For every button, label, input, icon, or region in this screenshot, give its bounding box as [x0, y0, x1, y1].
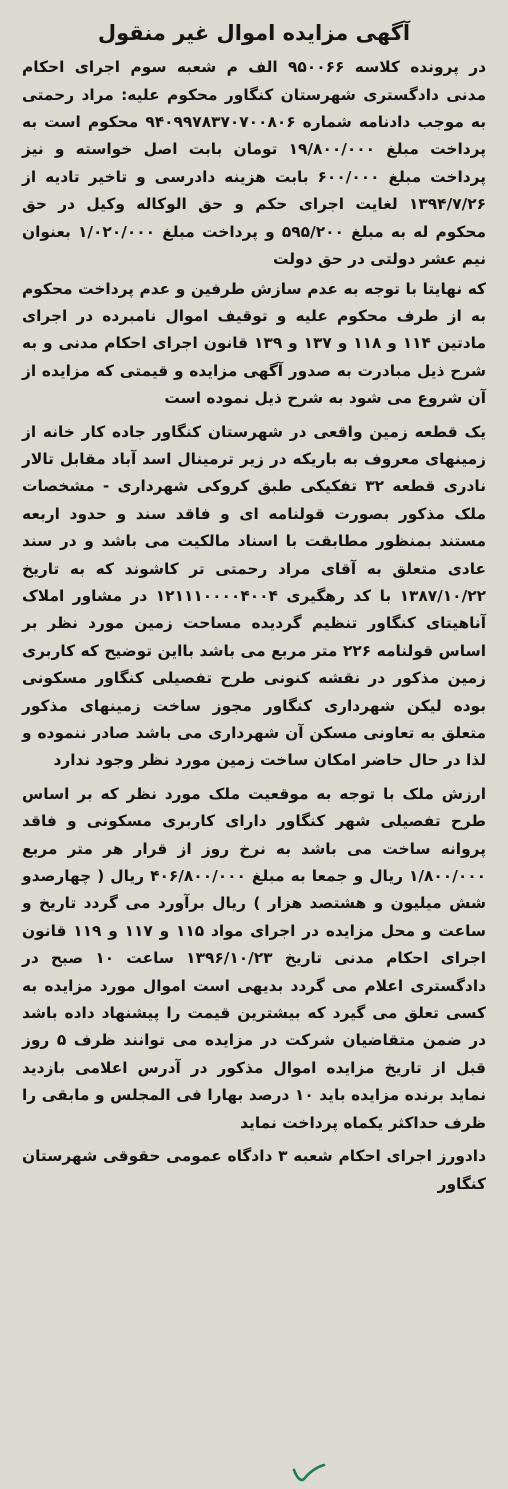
- paragraph-valuation-and-auction: ارزش ملک با توجه به موقعیت ملک مورد نظر که بر اساس طرح تفصیلی شهر کنگاور دارای کاربری مسکونی و فاقد پروانه ساخت می باشد به نرخ روز از قرار هر متر مربع ۱/۸۰۰/۰۰۰ ریال و جمعا به مبلغ ۴۰۶/۸۰۰/۰۰۰ ریال ( چهارصدو شش میلیون و هشتصد هزار ) ریال برآورد می گردد تاریخ و ساعت و محل مزایده در اجرای مواد ۱۱۵ و ۱۱۷ و ۱۱۹ قانون اجرای احکام مدنی تاریخ ۱۳۹۶/۱۰/۲۳ ساعت ۱۰ صبح در دادگستری اعلام می گردد بدیهی است اموال مورد مزایده به کسی تعلق می گیرد که بیشترین قیمت را پیشنهاد داده باشد در ضمن متقاضیان شرکت در مزایده می توانند ظرف ۵ روز قبل از تاریخ مزایده اموال مذکور در آدرس اعلامی بازدید نماید برنده مزایده باید ۱۰ درصد بهارا فی المجلس و مابقی را ظرف حداکثر یکماه پرداخت نماید: [22, 784, 487, 1132]
- signature-mark: [292, 1462, 326, 1484]
- footer-signatory: دادورز اجرای احکام شعبه ۳ دادگاه عمومی حقوقی شهرستان کنگاور: [22, 1147, 486, 1193]
- paragraph-case-details: در پرونده کلاسه ۹۵۰۰۶۶ الف م شعبه سوم اجرای احکام مدنی دادگستری شهرستان کنگاور محکوم علیه: مراد رحمتی به موجب دادنامه شماره ۹۴۰۹۹۷۸۳۷۰۷۰۰۸۰۶ محکوم است به پرداخت مبلغ ۱۹/۸۰۰/۰۰۰ تومان بابت اصل خواسته و نیز پرداخت مبلغ ۶۰۰/۰۰۰ بابت هزینه دادرسی و تاخیر تادیه از ۱۳۹۴/۷/۲۶ لغایت اجرای حکم و حق الوکاله وکیل در حق محکوم له به مبلغ ۵۹۵/۲۰۰ و پرداخت مبلغ ۱/۰۲۰/۰۰۰ بعنوان نیم عشر دولتی در حق دولت: [22, 58, 486, 269]
- page-title: آگهی مزایده اموال غیر منقول: [97, 21, 411, 45]
- paragraph-seizure: که نهایتا با توجه به عدم سازش طرفین و عدم پرداخت محکوم به از طرف محکوم علیه و توقیف اموال نامبرده در اجرای مادتین ۱۱۴ و ۱۱۸ و ۱۳۷ و ۱۳۹ قانون اجرای احکام مدنی و به شرح ذیل مبادرت به صدور آگهی مزایده و قیمتی که مزایده از آن شروع می شود به شرح ذیل نموده است: [22, 279, 486, 408]
- paragraph-property-description: یک قطعه زمین واقعی در شهرستان کنگاور جاده کار خانه از زمینهای معروف به باریکه در زیر ترمینال اسد آباد مقابل تالار نادری قطعه ۳۲ تفکیکی طبق کروکی شهرداری - مشخصات ملک مذکور بصورت قولنامه ای و فاقد سند و حدود اربعه مستند بمنظور مطابقت با اسناد مالکیت می باشد و در سند عادی متعلق به آقای مراد رحمتی تر کاشوند که به تاریخ ۱۳۸۷/۱۰/۲۲ با کد رهگیری ۱۲۱۱۱۰۰۰۰۴۰۰۴ در مشاور املاک آناهیتای کنگاور تنظیم گردیده مساحت زمین مورد نظر بر اساس قولنامه ۲۲۶ متر مربع می باشد بااین توضیح که کاربری زمین مذکور در نقشه کنونی طرح تفصیلی کنگاور مسکونی بوده لیکن شهرداری کنگاور مجوز ساخت زمینهای مذکور متعلق به تعاونی مسکن آن شهرداری می باشد صادر ننموده و لذا در حال حاضر امکان ساخت زمین مورد نظر وجود ندارد: [22, 422, 486, 770]
